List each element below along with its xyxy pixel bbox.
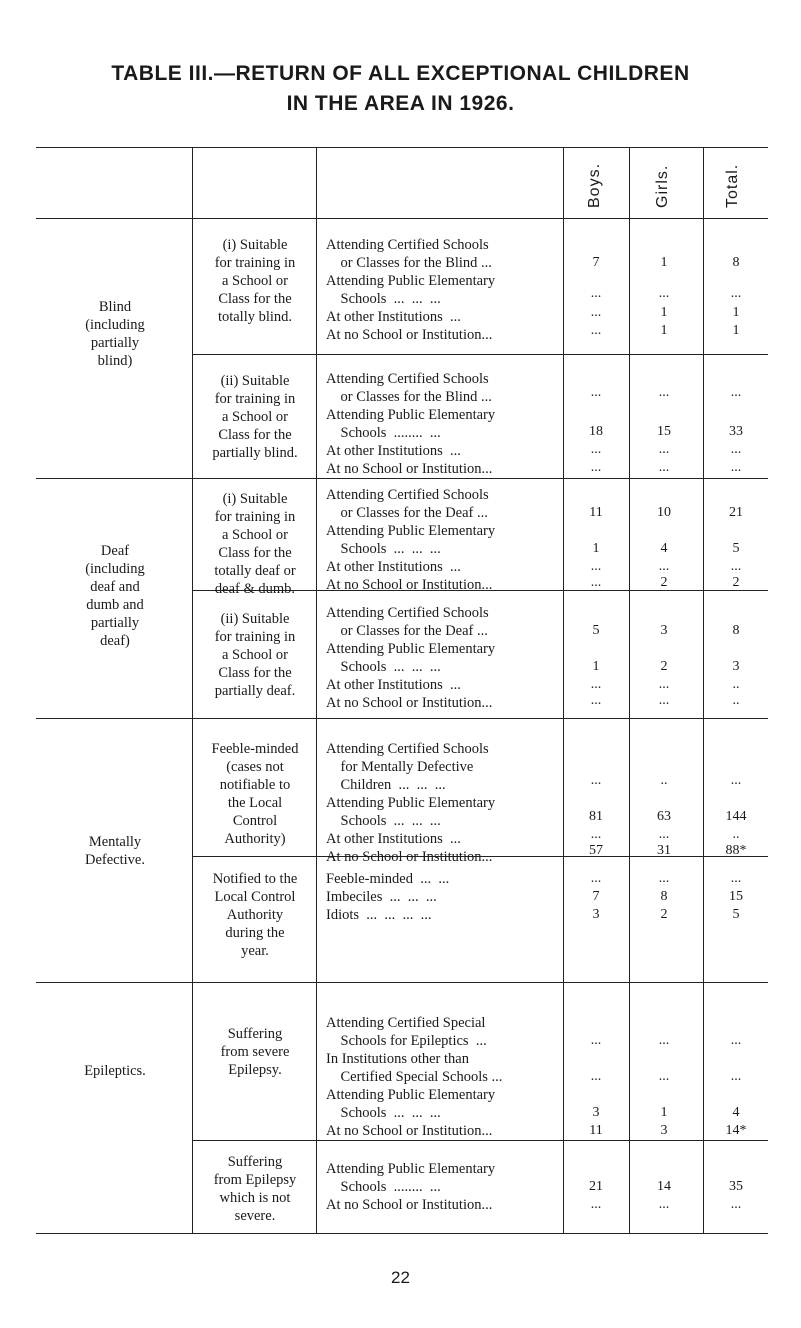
cell-girls: 1 xyxy=(660,323,668,338)
column-heading-total: Total. xyxy=(724,163,741,208)
cell-total: ... xyxy=(730,286,742,301)
group-label-blind: Blind (including partially blind) xyxy=(85,299,145,369)
row-description: Attending Certified Schools or Classes for the Deaf ... Attending Public Elementary Schools ... ... ... At other Institutions ... At no School or Institution... xyxy=(326,487,496,593)
cell-boys: ... xyxy=(590,871,602,886)
group-label-epileptics: Epileptics. xyxy=(84,1063,146,1079)
column-divider xyxy=(563,147,564,1233)
cell-girls: ... xyxy=(658,559,670,574)
row-description: Attending Certified Schools or Classes for the Blind ... Attending Public Elementary Schools ........ ... At other Institutions ... At no School or Institution... xyxy=(326,371,496,477)
cell-boys: 1 xyxy=(592,541,600,556)
page-title-line-2: IN THE AREA IN 1926. xyxy=(286,92,515,115)
cell-girls: 8 xyxy=(660,889,668,904)
cell-boys: ... xyxy=(590,677,602,692)
cell-total: 1 xyxy=(732,305,740,320)
cell-total: 3 xyxy=(732,659,740,674)
subgroup-label: (i) Suitable for training in a School or Class for the totally deaf or deaf & dumb. xyxy=(214,491,296,597)
cell-girls: 14 xyxy=(657,1179,671,1194)
cell-boys: ... xyxy=(590,286,602,301)
cell-boys: ... xyxy=(590,305,602,320)
cell-girls: 3 xyxy=(660,1123,668,1138)
cell-girls: 1 xyxy=(660,305,668,320)
cell-girls: ... xyxy=(658,1197,670,1212)
cell-girls: ... xyxy=(658,442,670,457)
cell-total: ... xyxy=(730,773,742,788)
cell-girls: 15 xyxy=(657,424,671,439)
cell-total: ... xyxy=(730,871,742,886)
group-rule xyxy=(36,478,768,479)
cell-boys: ... xyxy=(590,575,602,590)
cell-boys: ... xyxy=(590,773,602,788)
subgroup-label: Suffering from Epilepsy which is not severe. xyxy=(213,1154,297,1224)
cell-girls: 1 xyxy=(660,1105,668,1120)
subgroup-label: Suffering from severe Epilepsy. xyxy=(220,1026,290,1078)
cell-total: ... xyxy=(730,1197,742,1212)
cell-total: ... xyxy=(730,460,742,475)
cell-girls: ... xyxy=(658,1069,670,1084)
cell-total: 14* xyxy=(725,1123,747,1138)
page-number: 22 xyxy=(391,1268,410,1287)
column-divider xyxy=(629,147,630,1233)
cell-boys: ... xyxy=(590,1069,602,1084)
cell-total: .. xyxy=(732,827,740,842)
cell-girls: 2 xyxy=(660,575,668,590)
row-description: Attending Certified Special Schools for Epileptics ... In Institutions other than Certified Special Schools ... Attending Public Elementary Schools ... ... ... At no School or Institution... xyxy=(326,1015,503,1139)
cell-total: ... xyxy=(730,1033,742,1048)
cell-boys: 18 xyxy=(589,424,603,439)
cell-boys: ... xyxy=(590,693,602,708)
column-divider xyxy=(192,147,193,1233)
cell-boys: 1 xyxy=(592,659,600,674)
cell-total: 1 xyxy=(732,323,740,338)
cell-boys: 3 xyxy=(592,1105,600,1120)
cell-boys: ... xyxy=(590,1197,602,1212)
cell-girls: .. xyxy=(660,773,668,788)
cell-girls: 31 xyxy=(657,843,671,858)
table-bottom-rule xyxy=(36,1233,768,1234)
cell-boys: 21 xyxy=(589,1179,603,1194)
cell-girls: 1 xyxy=(660,255,668,270)
cell-girls: ... xyxy=(658,693,670,708)
cell-total: 5 xyxy=(732,541,740,556)
row-description: Attending Certified Schools or Classes for the Blind ... Attending Public Elementary Schools ... ... ... At other Institutions ... At no School or Institution... xyxy=(326,237,496,343)
subgroup-label: (ii) Suitable for training in a School or Class for the partially blind. xyxy=(212,373,298,461)
cell-boys: 11 xyxy=(589,1123,603,1138)
cell-total: 33 xyxy=(729,424,743,439)
cell-boys: 7 xyxy=(592,255,600,270)
cell-girls: 2 xyxy=(660,907,668,922)
cell-total: 5 xyxy=(732,907,740,922)
cell-girls: ... xyxy=(658,1033,670,1048)
cell-boys: ... xyxy=(590,1033,602,1048)
cell-total: 35 xyxy=(729,1179,743,1194)
cell-total: 8 xyxy=(732,623,740,638)
subgroup-label: (ii) Suitable for training in a School or Class for the partially deaf. xyxy=(214,611,296,699)
column-divider xyxy=(703,147,704,1233)
row-description: Attending Certified Schools for Mentally Defective Children ... ... ... Attending Public Elementary Schools ... ... ... At other Institutions ... At no School or Institution... xyxy=(326,741,496,865)
cell-boys: 3 xyxy=(592,907,600,922)
cell-boys: ... xyxy=(590,559,602,574)
cell-total: ... xyxy=(730,442,742,457)
group-rule xyxy=(36,982,768,983)
cell-boys: 11 xyxy=(589,505,603,520)
cell-girls: ... xyxy=(658,385,670,400)
cell-boys: ... xyxy=(590,385,602,400)
page-title-line-1: TABLE III.—RETURN OF ALL EXCEPTIONAL CHILDREN xyxy=(111,62,690,85)
cell-girls: ... xyxy=(658,677,670,692)
group-label-deaf: Deaf (including deaf and dumb and partially deaf) xyxy=(85,543,145,649)
row-description: Feeble-minded ... ... Imbeciles ... ... ... Idiots ... ... ... ... xyxy=(326,871,450,923)
cell-total: 4 xyxy=(732,1105,740,1120)
row-description: Attending Certified Schools or Classes for the Deaf ... Attending Public Elementary Schools ... ... ... At other Institutions ... At no School or Institution... xyxy=(326,605,496,711)
cell-girls: ... xyxy=(658,460,670,475)
cell-girls: 63 xyxy=(657,809,671,824)
cell-total: ... xyxy=(730,559,742,574)
subgroup-rule xyxy=(192,354,768,355)
subgroup-label: (i) Suitable for training in a School or Class for the totally blind. xyxy=(214,237,296,325)
cell-total: 15 xyxy=(729,889,743,904)
cell-total: 8 xyxy=(732,255,740,270)
group-rule xyxy=(36,718,768,719)
cell-girls: ... xyxy=(658,827,670,842)
cell-boys: 5 xyxy=(592,623,600,638)
cell-girls: 3 xyxy=(660,623,668,638)
cell-total: ... xyxy=(730,385,742,400)
table-top-rule xyxy=(36,147,768,148)
cell-girls: 2 xyxy=(660,659,668,674)
cell-boys: 81 xyxy=(589,809,603,824)
column-heading-boys: Boys. xyxy=(586,162,603,208)
subgroup-label: Feeble-minded (cases not notifiable to the Local Control Authority) xyxy=(211,741,299,847)
cell-boys: 7 xyxy=(592,889,600,904)
cell-girls: ... xyxy=(658,871,670,886)
cell-total: 21 xyxy=(729,505,743,520)
column-heading-girls: Girls. xyxy=(654,164,671,208)
cell-boys: ... xyxy=(590,460,602,475)
cell-girls: 10 xyxy=(657,505,671,520)
cell-total: 144 xyxy=(725,809,747,824)
cell-total: ... xyxy=(730,1069,742,1084)
column-divider xyxy=(316,147,317,1233)
cell-total: .. xyxy=(732,677,740,692)
cell-boys: ... xyxy=(590,323,602,338)
subgroup-rule xyxy=(192,1140,768,1141)
cell-total: 2 xyxy=(732,575,740,590)
cell-girls: ... xyxy=(658,286,670,301)
group-label-mentally-defective: Mentally Defective. xyxy=(85,834,145,868)
header-rule xyxy=(36,218,768,219)
cell-boys: ... xyxy=(590,827,602,842)
cell-girls: 4 xyxy=(660,541,668,556)
subgroup-label: Notified to the Local Control Authority during the year. xyxy=(212,871,298,959)
cell-boys: 57 xyxy=(589,843,603,858)
row-description: Attending Public Elementary Schools ........ ... At no School or Institution... xyxy=(326,1161,496,1213)
cell-boys: ... xyxy=(590,442,602,457)
cell-total: 88* xyxy=(725,843,747,858)
cell-total: .. xyxy=(732,693,740,708)
